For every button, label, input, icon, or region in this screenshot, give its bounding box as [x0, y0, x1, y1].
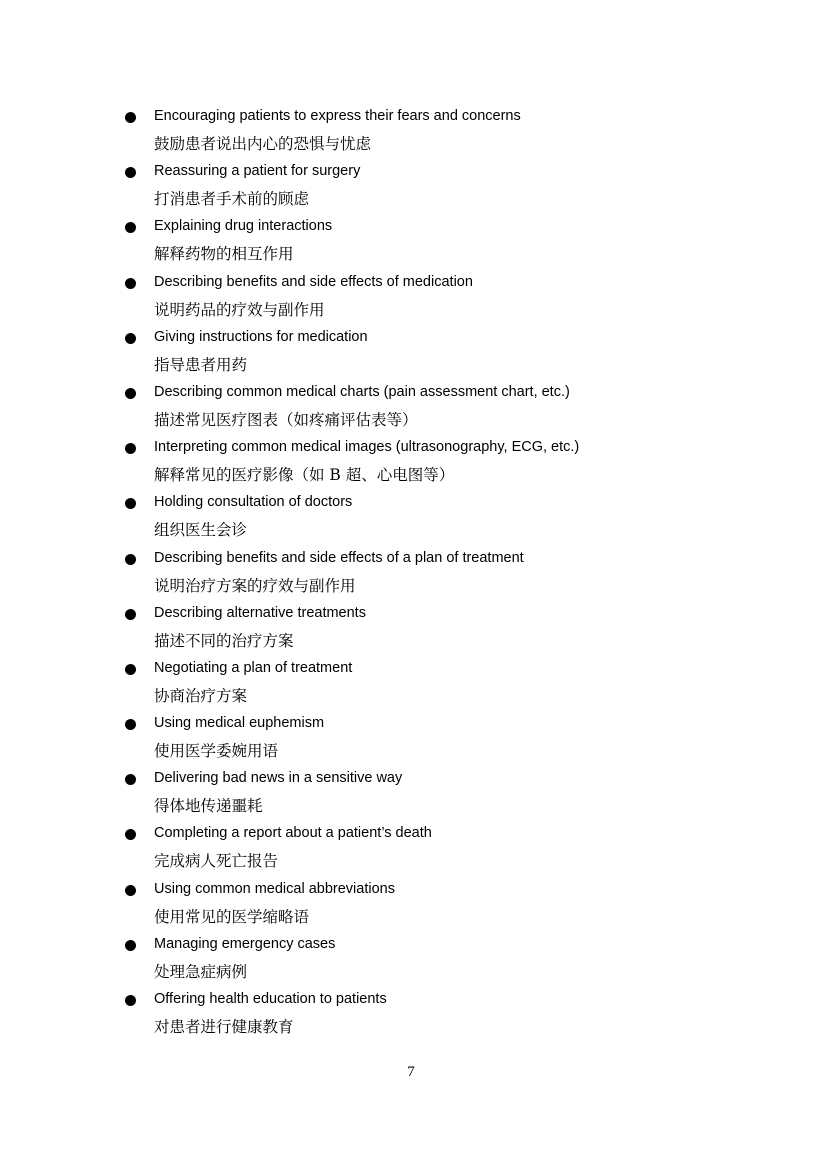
item-chinese: 鼓励患者说出内心的恐惧与忧虑 [154, 135, 372, 153]
item-chinese: 使用医学委婉用语 [154, 742, 279, 761]
item-chinese: 组织医生会诊 [154, 521, 248, 540]
bullet-icon [125, 278, 136, 289]
item-chinese: 描述不同的治疗方案 [154, 631, 294, 650]
list-item [123, 490, 723, 545]
list-item [123, 932, 723, 987]
item-english: Delivering bad news in a sensitive way [154, 770, 403, 787]
item-english: Holding consultation of doctors [154, 494, 353, 511]
bullet-icon [125, 333, 136, 344]
list-item [123, 104, 723, 159]
item-english: Managing emergency cases [154, 935, 336, 952]
list-item [123, 656, 723, 711]
list-item [123, 601, 723, 656]
list-item [123, 766, 723, 821]
bullet-list [123, 104, 723, 1042]
bullet-icon [125, 498, 136, 509]
item-english: Describing alternative treatments [154, 604, 366, 621]
list-item [123, 159, 723, 214]
bullet-icon [125, 443, 136, 454]
page-number: 7 [407, 1064, 415, 1080]
item-english: Offering health education to patients [154, 991, 387, 1007]
item-english: Using common medical abbreviations [154, 880, 395, 897]
item-english: Describing benefits and side effects of a plan of treatment [154, 549, 524, 566]
item-english: Encouraging patients to express their fears and concerns [154, 108, 521, 124]
list-item [123, 325, 723, 380]
item-chinese: 协商治疗方案 [154, 686, 248, 705]
item-english: Giving instructions for medication [154, 328, 368, 345]
bullet-icon [125, 388, 136, 399]
bullet-icon [125, 222, 136, 233]
item-chinese: 使用常见的医学缩略语 [154, 907, 310, 926]
item-chinese: 处理急症病例 [154, 962, 248, 981]
bullet-icon [125, 554, 136, 565]
list-item [123, 987, 723, 1042]
item-english: Completing a report about a patient’s death [154, 825, 432, 842]
bullet-icon [125, 829, 136, 840]
bullet-icon [125, 995, 136, 1006]
bullet-icon [125, 774, 136, 785]
item-chinese: 解释药物的相互作用 [154, 245, 294, 264]
item-chinese: 指导患者用药 [154, 355, 248, 374]
bullet-icon [125, 940, 136, 951]
bullet-icon [125, 167, 136, 178]
item-english: Reassuring a patient for surgery [154, 163, 361, 180]
item-english: Interpreting common medical images (ultrasonography, ECG, etc.) [154, 439, 580, 456]
list-item [123, 380, 723, 435]
item-chinese: 解释常见的医疗影像（如 B 超、心电图等） [154, 466, 455, 485]
list-item [123, 877, 723, 932]
list-item [123, 270, 723, 325]
bullet-icon [125, 664, 136, 675]
item-chinese: 说明药品的疗效与副作用 [154, 300, 325, 319]
list-item [123, 214, 723, 269]
item-chinese: 得体地传递噩耗 [154, 797, 263, 816]
list-item [123, 546, 723, 601]
bullet-icon [125, 719, 136, 730]
item-chinese: 打消患者手术前的顾虑 [154, 190, 310, 209]
list-item [123, 711, 723, 766]
item-english: Negotiating a plan of treatment [154, 659, 353, 676]
item-chinese: 完成病人死亡报告 [154, 852, 279, 871]
item-chinese: 对患者进行健康教育 [154, 1018, 294, 1036]
list-item [123, 821, 723, 876]
item-chinese: 描述常见医疗图表（如疼痛评估表等） [154, 410, 418, 429]
bullet-icon [125, 609, 136, 620]
item-english: Using medical euphemism [154, 715, 325, 732]
item-chinese: 说明治疗方案的疗效与副作用 [154, 576, 356, 595]
item-english: Explaining drug interactions [154, 218, 333, 235]
item-english: Describing benefits and side effects of medication [154, 273, 473, 290]
item-english: Describing common medical charts (pain assessment chart, etc.) [154, 383, 570, 400]
list-item [123, 435, 723, 490]
bullet-icon [125, 885, 136, 896]
bullet-icon [125, 112, 136, 123]
